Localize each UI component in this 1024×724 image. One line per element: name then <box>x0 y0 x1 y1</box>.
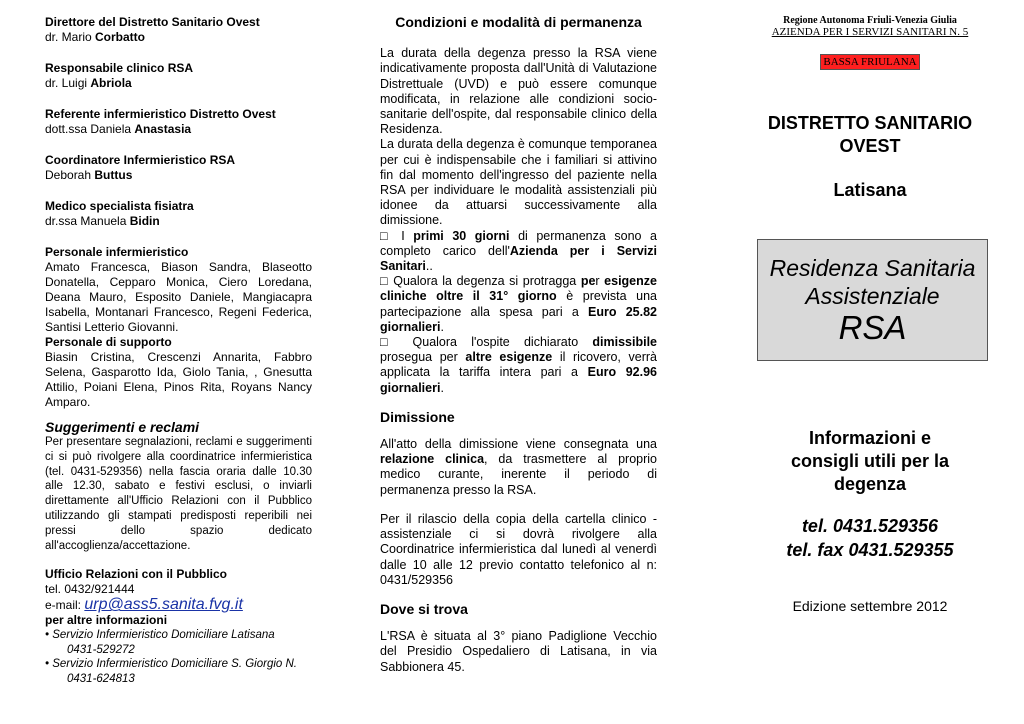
direttore-title: Direttore del Distretto Sanitario Ovest <box>45 15 260 29</box>
b2-a: Qualora la degenza si protragga <box>388 274 581 289</box>
b2-f: Euro 25.82 giornalieri <box>380 304 657 334</box>
dim-p1-a: All'atto della dimissione viene consegnata una <box>380 437 657 452</box>
bullet-30-giorni <box>380 229 657 275</box>
b3-b: dimissibile <box>592 335 657 350</box>
checkbox-icon: □ <box>380 274 389 289</box>
urp-title: Ufficio Relazioni con il Pubblico <box>45 567 228 582</box>
azienda-name: AZIENDA PER I SERVIZI SANITARI N. 5 <box>771 26 969 38</box>
dove-title: Dove si trova <box>380 600 468 617</box>
dim-title: Dimissione <box>380 408 455 425</box>
cover-column <box>720 15 1020 614</box>
coordinatore-name: Buttus <box>94 168 133 182</box>
personale-infermieristico-block <box>45 245 312 335</box>
referente-block <box>45 107 312 137</box>
bullet-oltre-31 <box>380 274 657 335</box>
distretto-line2: OVEST <box>839 136 901 156</box>
conditions-column <box>380 15 657 675</box>
b2-c: r <box>595 274 605 289</box>
dim-p1-c: , da trasmettere al proprio medico curante, inerente il periodo di permanenza presso la RSA. <box>380 452 657 497</box>
referente-title: Referente infermieristico Distretto Ovest <box>45 107 276 121</box>
medico-prefix: dr.ssa Manuela <box>45 214 130 228</box>
checkbox-icon: □ <box>380 335 399 350</box>
bullet-dimissibile <box>380 335 657 396</box>
responsabile-block <box>45 61 312 91</box>
staff-column <box>45 15 312 686</box>
dim-p2: Per il rilascio della copia della cartella clinico - assistenziale ci si dovrà rivolgere alla Coordinatrice infermieristica dal lunedì al venerdì dalle 10 alle 12 previo contatto telefonico al n: 0431/529356 <box>380 511 657 587</box>
sugg-text: Per presentare segnalazioni, reclami e suggerimenti ci si può rivolgere alla coordinatrice infermieristica (tel. 0431-529356) nella fascia oraria dalle 10.30 alle 12.30, sabato e festivi esclusi, o inviarli direttamente all'Ufficio Relazioni con il Pubblico utilizzando gli stampati predisposti reperibili nei pressi dello spazio dedicato all'accoglienza/accettazione. <box>45 436 312 552</box>
coordinatore-block <box>45 153 312 183</box>
direttore-prefix: dr. Mario <box>45 30 96 44</box>
b1-d: Azienda per i Servizi Sanitari <box>380 243 657 274</box>
pers-sup-text: Biasin Cristina, Crescenzi Annarita, Fabbro Selena, Gasparotto Ida, Giolo Tania, , Gnesutta Attilio, Poiani Elena, Pinos Rita, Royans Nancy Amparo. <box>45 350 312 409</box>
service-name: Servizio Infermieristico Domiciliare S. Giorgio N. <box>52 658 297 671</box>
info-line2: consigli utili per la <box>790 451 950 471</box>
b3-e: il ricovero, verrà applicata la tariffa intera pari a <box>380 350 657 380</box>
b3-a: Qualora l'ospite dichiarato <box>398 335 593 350</box>
coordinatore-title: Coordinatore Infermieristico RSA <box>45 153 236 167</box>
pers-sup-title: Personale di supporto <box>45 335 172 349</box>
responsabile-title: Responsabile clinico RSA <box>45 61 194 75</box>
urp-tel: tel. 0432/921444 <box>45 582 135 597</box>
b1-b: primi 30 giorni <box>413 228 510 243</box>
service-name: Servizio Infermieristico Domiciliare Latisana <box>52 629 275 642</box>
dim-p1-b: relazione clinica <box>380 452 485 467</box>
medico-block <box>45 199 312 229</box>
edition-label: Edizione settembre 2012 <box>792 598 948 614</box>
rsa-line3: RSA <box>838 309 907 346</box>
b2-g: . <box>440 319 444 334</box>
fax-number: tel. fax 0431.529355 <box>786 540 954 560</box>
checkbox-icon: □ <box>380 228 393 243</box>
b3-f: Euro 92.96 giornalieri <box>380 365 658 395</box>
referente-prefix: dott.ssa Daniela <box>45 122 135 136</box>
responsabile-name: Abriola <box>90 76 132 90</box>
responsabile-prefix: dr. Luigi <box>45 76 91 90</box>
direttore-block <box>45 15 312 45</box>
coordinatore-prefix: Deborah <box>45 168 95 182</box>
b1-a: I <box>392 228 414 243</box>
cond-p2: La durata della degenza è comunque temporanea per cui è indispensabile che i familiari si attivino fin dal momento dell'ingresso del paziente nella RSA per individuare le modalità assistenziali più idonee da attuarsi successivamente alla dimissione. <box>380 137 657 228</box>
service-item: • Servizio Infermieristico Domiciliare S. Giorgio N. 0431-624813 <box>45 657 312 686</box>
service-item: • Servizio Infermieristico Domiciliare Latisana 0431-529272 <box>45 628 312 657</box>
b2-b: pe <box>580 274 596 289</box>
info-heading <box>720 427 1020 496</box>
medico-title: Medico specialista fisiatra <box>45 199 194 213</box>
rsa-line1: Residenza Sanitaria <box>769 255 976 281</box>
dove-text: L'RSA è situata al 3° piano Padiglione Vecchio del Presidio Ospedaliero di Latisana, in via Sabbionera 45. <box>380 629 657 674</box>
distretto-line1: DISTRETTO SANITARIO <box>767 113 973 133</box>
b1-c: di permanenza sono a completo carico dell' <box>380 228 657 258</box>
medico-name: Bidin <box>129 214 160 228</box>
suggerimenti-block <box>45 420 312 553</box>
b3-d: altre esigenze <box>465 350 553 365</box>
b2-e: è prevista una partecipazione alla spesa pari a <box>380 289 657 319</box>
urp-block <box>45 567 312 686</box>
tel-number: tel. 0431.529356 <box>801 516 939 536</box>
cond-p1: La durata della degenza presso la RSA viene indicativamente proposta dall'Unità di Valutazione Distrettuale (UVD) e può essere comunque modificata, in relazione alle condizioni socio-sanitarie dell'ospite, dal responsabile clinico della Residenza. <box>380 46 657 137</box>
sugg-title: Suggerimenti e reclami <box>45 419 200 435</box>
bassa-friulana-badge: BASSA FRIULANA <box>820 54 919 70</box>
b3-c: prosegua per <box>380 350 466 365</box>
service-phone: 0431-529272 <box>67 643 135 656</box>
b1-e: .. <box>425 259 433 274</box>
b3-g: . <box>440 380 444 395</box>
info-line1: Informazioni e <box>808 428 931 448</box>
referente-name: Anastasia <box>134 122 192 136</box>
email-link[interactable]: urp@ass5.sanita.fvg.it <box>84 596 243 614</box>
b2-d: esigenze cliniche oltre il 31° giorno <box>380 274 657 304</box>
pers-inf-text: Amato Francesca, Biason Sandra, Blaseotto Donatella, Cepparo Monica, Ciero Loredana, Deana Mauro, Esposito Daniele, Mangiacapra Isabella, Montanari Francesco, Regeni Federica, Santisi Letterio Giovanni. <box>45 260 312 334</box>
rsa-line2: Assistenziale <box>805 283 940 309</box>
personale-supporto-block <box>45 335 312 410</box>
info-title: per altre informazioni <box>45 613 168 628</box>
cond-title: Condizioni e modalità di permanenza <box>395 14 642 30</box>
info-line3: degenza <box>833 474 907 494</box>
email-label: e-mail: <box>45 598 85 613</box>
contact-block <box>720 514 1020 562</box>
rsa-title-box <box>757 239 988 361</box>
region-name: Regione Autonoma Friuli-Venezia Giulia <box>783 15 957 26</box>
service-phone: 0431-624813 <box>67 672 135 685</box>
pers-inf-title: Personale infermieristico <box>45 245 189 259</box>
dim-p1 <box>380 437 657 498</box>
city-title: Latisana <box>833 180 907 200</box>
direttore-name: Corbatto <box>95 30 146 44</box>
